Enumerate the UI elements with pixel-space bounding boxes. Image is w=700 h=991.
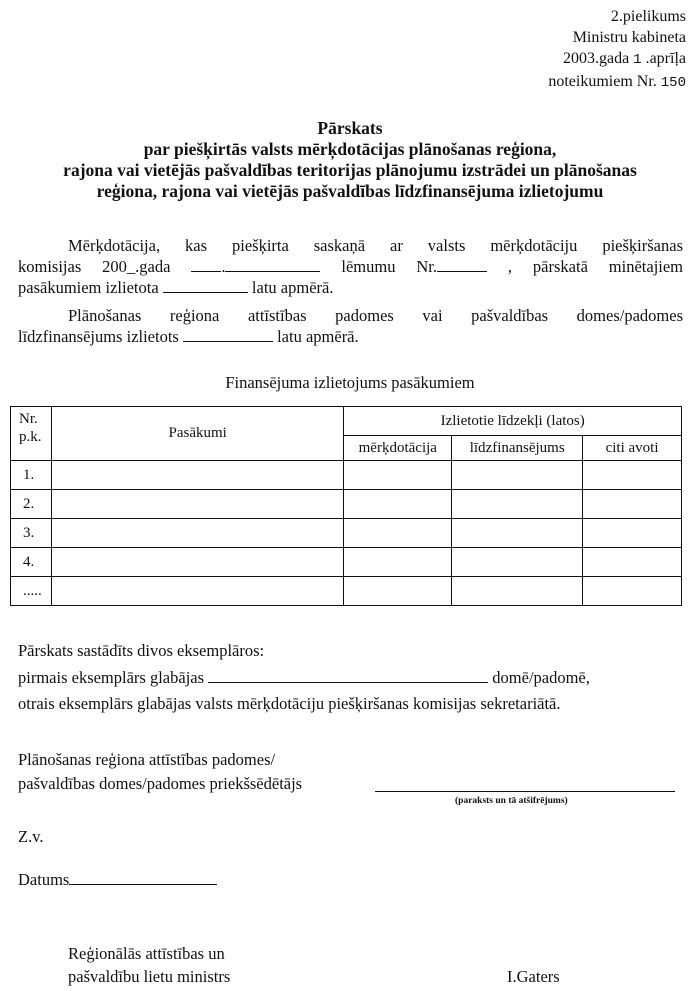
table-title: Finansējuma izlietojums pasākumiem <box>225 373 475 392</box>
copies-heading: Pārskats sastādīts divos eksemplāros: <box>18 641 265 660</box>
annex-regulation: noteikumiem Nr. 150 <box>548 73 686 91</box>
council-name-blank[interactable] <box>208 667 488 683</box>
cell-merkdotacija[interactable] <box>344 548 452 577</box>
cell-merkdotacija[interactable] <box>344 490 452 519</box>
cofinancing-amount-blank[interactable] <box>183 326 273 342</box>
seal-place: Z.v. <box>18 827 44 846</box>
table-row: ..... <box>11 577 682 606</box>
financing-table <box>10 406 682 606</box>
annex-heading <box>548 6 686 94</box>
decision-number-blank[interactable] <box>437 256 487 272</box>
header-citi-avoti: citi avoti <box>583 436 682 461</box>
cell-citi-avoti[interactable] <box>583 519 682 548</box>
date-blank[interactable] <box>69 869 217 885</box>
minister-name: I.Gaters <box>507 967 560 986</box>
signature-note: (paraksts un tā atšifrējums) <box>455 796 568 806</box>
date-line: Datums <box>18 869 217 890</box>
header-merkdotacija: mērķdotācija <box>344 436 452 461</box>
cell-merkdotacija[interactable] <box>344 577 452 606</box>
cell-pasakumi[interactable] <box>51 577 343 606</box>
cell-pasakumi[interactable] <box>51 461 343 490</box>
cell-lidzfinansejums[interactable] <box>452 461 583 490</box>
annex-issuer: Ministru kabineta <box>572 29 686 46</box>
annex-date: 2003.gada 1 .aprīļa <box>562 50 686 68</box>
header-used-funds: Izlietotie līdzekļi (latos) <box>344 407 682 436</box>
table-row: 1. <box>11 461 682 490</box>
grant-amount-blank[interactable] <box>163 277 248 293</box>
cell-lidzfinansejums[interactable] <box>452 519 583 548</box>
first-copy-line: pirmais eksemplārs glabājas domē/padomē, <box>18 668 590 687</box>
chair-signature-line[interactable] <box>375 791 675 792</box>
cell-merkdotacija[interactable] <box>344 519 452 548</box>
header-nr: Nr. p.k. <box>11 407 52 461</box>
date-month-blank[interactable] <box>191 256 221 272</box>
cell-lidzfinansejums[interactable] <box>452 548 583 577</box>
document-title: Pārskats par piešķirtās valsts mērķdotācijas plānošanas reģiona, rajona vai vietējās pašvaldības teritorijas plānojumu izstrādei un plānošanas reģiona, rajona vai vietējās pašvaldības līdzfinansējuma izlietojumu <box>63 118 637 201</box>
cell-lidzfinansejums[interactable] <box>452 577 583 606</box>
header-lidzfinansejums: līdzfinansējums <box>452 436 583 461</box>
cell-lidzfinansejums[interactable] <box>452 490 583 519</box>
date-day-blank[interactable] <box>225 256 320 272</box>
cell-pasakumi[interactable] <box>51 548 343 577</box>
cell-citi-avoti[interactable] <box>583 490 682 519</box>
cell-citi-avoti[interactable] <box>583 577 682 606</box>
cell-citi-avoti[interactable] <box>583 461 682 490</box>
cell-pasakumi[interactable] <box>51 519 343 548</box>
chair-title-line1: Plānošanas reģiona attīstības padomes/ <box>18 750 276 769</box>
annex-number: 2.pielikums <box>610 8 686 25</box>
table-row: 3. <box>11 519 682 548</box>
table-row: 4. <box>11 548 682 577</box>
cell-merkdotacija[interactable] <box>344 461 452 490</box>
chair-title-line2: pašvaldības domes/padomes priekšsēdētājs <box>18 774 303 793</box>
header-pasakumi: Pasākumi <box>51 407 343 461</box>
cell-pasakumi[interactable] <box>51 490 343 519</box>
grant-paragraph: Mērķdotācija, kas piešķirta saskaņā ar valsts mērķdotāciju piešķiršanas komisijas 200_.gada . lēmumu Nr. , pārskatā minētajiem pasākumiem izlietota latu apmērā. <box>18 236 684 297</box>
minister-title-line1: Reģionālās attīstības un <box>68 944 225 963</box>
cell-citi-avoti[interactable] <box>583 548 682 577</box>
minister-title-line2: pašvaldību lietu ministrs <box>68 967 231 986</box>
cofinancing-paragraph: Plānošanas reģiona attīstības padomes vai pašvaldības domes/padomes līdzfinansējums izlietots latu apmērā. <box>18 306 683 346</box>
table-row: 2. <box>11 490 682 519</box>
second-copy-line: otrais eksemplārs glabājas valsts mērķdotāciju piešķiršanas komisijas sekretariātā. <box>18 694 561 713</box>
